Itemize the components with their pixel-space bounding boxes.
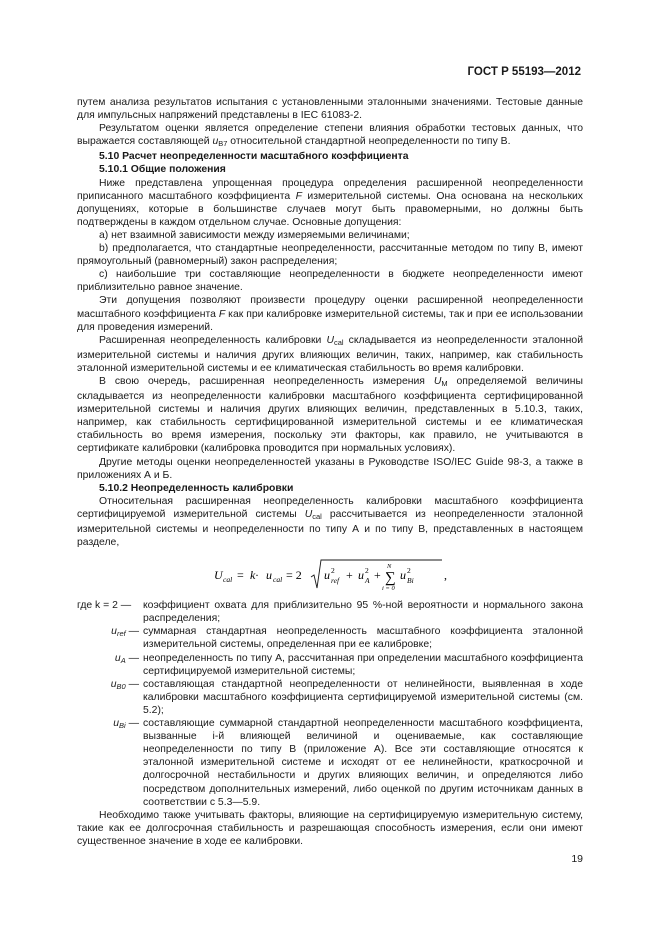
section-heading-5-10-1: 5.10.1 Общие положения <box>99 164 226 176</box>
document-body <box>77 96 583 848</box>
formula-lhs-sub: cal <box>223 575 233 585</box>
formula-k: k <box>250 568 256 583</box>
formula-eq2: = 2 <box>286 568 302 583</box>
paragraph: Результатом оценки является определение степени влияния обработки тестовых данных, что выражается составляющей $u_{B7}$ относительной стандартной неопределенности по типу В. <box>77 123 583 149</box>
paragraph: Ниже представлена упрощенная процедура определения расширенной неопределенности приписанного масштабного коэффициента F измерительной системы. Она основана на нескольких допущениях, которые в большинстве случаев могут быть правомерными, но должны быть подтверждены в каждом отдельном случае. Основные допущения: <box>77 177 583 228</box>
formula-r1: u <box>324 568 330 583</box>
definition-text: неопределенность по типу А, рассчитанная при определении масштабного коэффициента сертифицируемой измерительной системы; <box>143 652 583 677</box>
formula-u: u <box>266 568 272 583</box>
formula-eq1: = <box>237 568 244 583</box>
formula-sum-bot: i = 0 <box>382 585 395 593</box>
definition-text: составляющая стандартной неопределенности от нелинейности, выявленная в ходе калибровки масштабного коэффициента сертифицируемой измерительной системы (см. 5.2); <box>143 678 583 716</box>
formula-r2-sub: A <box>365 576 370 586</box>
definition-symbol: $u_A$ — <box>114 652 139 665</box>
formula-svg <box>210 557 450 593</box>
definition-item <box>77 599 583 625</box>
formula-r1-sub: ref <box>331 576 340 586</box>
formula-r3-sq: 2 <box>407 566 411 576</box>
definition-text: составляющие суммарной стандартной неопределенности масштабного коэффициента, вызванные i-й влияющей величиной и оцениваемые, как составляющие неопределенности по типу В (приложение А). Все эти составляющие относятся к эталонной измерительной системе и исходят от ее нелинейности, краткосрочной и долгосрочной нестабильности и других влияющих величин, и определяются либо посредством дополнительных измерений, либо оценкой по другим источникам данных в соответствии с 5.3—5.9. <box>143 718 583 808</box>
section-heading-5-10-2: 5.10.2 Неопределенность калибровки <box>99 482 294 494</box>
list-item: с) наибольшие три составляющие неопределенности в бюджете неопределенности имеют приблизительно равное значение. <box>77 269 583 294</box>
formula-dot: · <box>255 568 259 583</box>
definition-item <box>77 625 583 651</box>
list-item: b) предполагается, что стандартные неопределенности, рассчитанные методом по типу В, имеют прямоугольный (равномерный) закон распределения; <box>77 243 583 268</box>
formula-r2-sq: 2 <box>365 566 369 576</box>
definitions-list <box>77 599 583 809</box>
paragraph: Расширенная неопределенность калибровки $U_{cal}$ складывается из неопределенности эталонной измерительной системы и наличия других влияющих величин, таких, например, как стабильность эталонной измерительной системы и ее климатическая стабильность во время калибровки. <box>77 334 583 374</box>
paragraph: Эти допущения позволяют произвести процедуру оценки расширенной неопределенности масштабного коэффициента F как при калибровке измерительной системы, так и при ее использовании для проведения измерений. <box>77 295 583 333</box>
definition-symbol: где k = 2 — <box>77 600 132 612</box>
formula-lhs: U <box>214 568 223 583</box>
definition-item <box>77 678 583 717</box>
paragraph: путем анализа результатов испытания с установленными эталонными значениями. Тестовые данные для импульсных напряжений представлены в IEC 61083-2. <box>77 97 583 122</box>
formula-r1-sq: 2 <box>331 566 335 576</box>
definition-item <box>77 652 583 678</box>
definition-symbol: $u_{Bi}$ — <box>113 718 139 731</box>
definition-symbol: $u_{ref}$ — <box>111 626 139 639</box>
formula-r2: u <box>358 568 364 583</box>
section-heading-5-10: 5.10 Расчет неопределенности масштабного коэффициента <box>99 151 409 163</box>
formula-sum: ∑ <box>385 570 396 587</box>
definition-symbol: $u_{B0}$ — <box>110 678 139 691</box>
standard-header: ГОСТ Р 55193—2012 <box>467 66 581 78</box>
formula-u-sub: cal <box>273 575 283 585</box>
paragraph: Другие методы оценки неопределенностей указаны в Руководстве ISO/IEC Guide 98-3, а также в приложениях А и Б. <box>77 456 583 481</box>
formula-plus1: + <box>346 568 353 583</box>
paragraph: Относительная расширенная неопределенность калибровки масштабного коэффициента сертифицируемой измерительной системы $U_{cal}$ рассчитывается из неопределенности эталонной измерительной системы и неопределенности по типу А и по типу В, представленных в настоящем разделе, <box>77 495 583 549</box>
formula-plus2: + <box>374 568 381 583</box>
formula-end: , <box>444 568 447 583</box>
formula-sum-top: N <box>387 563 392 571</box>
formula-r3: u <box>400 568 406 583</box>
page-number: 19 <box>571 853 583 865</box>
uncertainty-formula <box>77 557 583 591</box>
paragraph: В свою очередь, расширенная неопределенность измерения $U_M$ определяемой величины складывается из неопределенности калибровки масштабного коэффициента сертифицированной измерительной системы и наличия других влияющих величин, представленных в 5.10.3, таких, например, как стабильность сертифицированной измерительной системы и ее климатическая стабильность во время измерения, поскольку эти факторы, как правило, не учитываются в сертификате калибровки (калибровка проводится при нормальных условиях). <box>77 375 584 455</box>
paragraph: Необходимо также учитывать факторы, влияющие на сертифицируемую измерительную систему, такие как ее долгосрочная стабильность и разрешающая способность измерения, если они имеют существенное значение в ходе ее калибровки. <box>77 809 583 847</box>
definition-text: суммарная стандартная неопределенность масштабного коэффициента эталонной измерительной системы, определенная при ее калибровке; <box>143 626 583 651</box>
definition-text: коэффициент охвата для приблизительно 95 %-ной вероятности и нормального закона распределения; <box>143 600 583 625</box>
definition-item <box>77 717 583 809</box>
list-item: а) нет взаимной зависимости между измеряемыми величинами; <box>99 229 410 241</box>
formula-r3-sub: Bi <box>407 576 414 586</box>
